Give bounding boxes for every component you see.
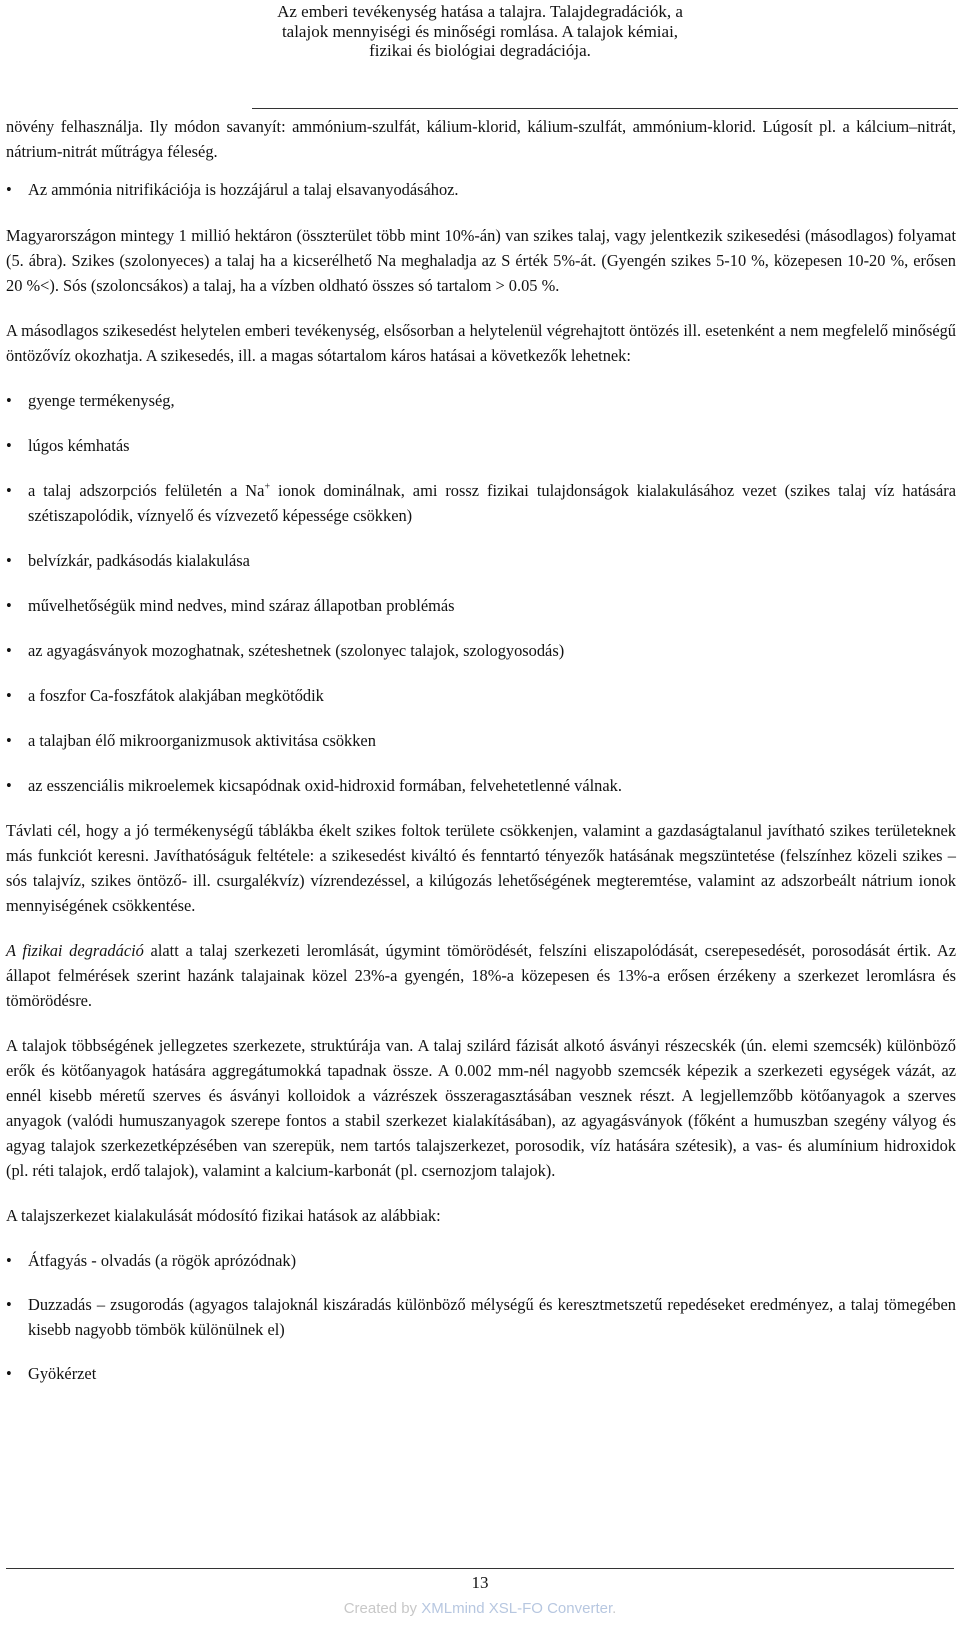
salinity-paragraph: Magyarországon mintegy 1 millió hektáron (összterület több mint 10%-án) van szikes talaj, vagy jelentkezik szikesedési (másodlagos) folyamat (5. ábra). Szikes (szolonyeces) a talaj ha a kicserélhető Na meghaladja az S érték 5%-át. (Gyengén szikes 5-10 %, közepesen 10-20 %, erősen 20 %<). Sós (szoloncsákos) a talaj, ha a vízben oldható összes só tartalom > 0.05 %.	[6, 226, 956, 295]
page-body	[6, 114, 956, 1386]
bullet-glyph: •	[6, 551, 12, 570]
footer-divider	[6, 1568, 954, 1569]
list-item-freeze-thaw	[6, 1248, 956, 1273]
list-item-text: Átfagyás - olvadás (a rögök aprózódnak)	[28, 1251, 297, 1270]
bullet-glyph: •	[6, 641, 12, 660]
list-item-root-system	[6, 1361, 956, 1386]
sodium-superscript: +	[264, 481, 271, 493]
physical-degradation-text: alatt a talaj szerkezeti leromlását, úgymint tömörödését, felszíni eliszapolódását, cserepesedését, porosodását értik. Az állapot felmérések szerint hazánk talajainak közel 23%-a gyengén, 18%-a közepesen és 13%-a erősen érzékeny a szerkezet leromlásra és tömörödésre.	[6, 941, 956, 1010]
bullet-glyph: •	[6, 596, 12, 615]
list-item-text: Duzzadás – zsugorodás (agyagos talajoknál kiszáradás különböző mélységű és keresztmetszetű repedéseket eredményez, a talaj tömegében kisebb nagyobb tömbök különülnek el)	[28, 1295, 956, 1339]
watermark-suffix: .	[612, 1600, 617, 1617]
list-item-text: művelhetőségük mind nedves, mind száraz állapotban problémás	[28, 596, 455, 615]
bullet-glyph: •	[6, 436, 12, 455]
list-item-text: az agyagásványok mozoghatnak, széteshetnek (szolonyec talajok, szologyosodás)	[28, 641, 565, 660]
soil-structure-paragraph: A talajok többségének jellegzetes szerkezete, struktúrája van. A talaj szilárd fázisát alkotó ásványi részecskék (ún. elemi szemcsék) különböző erők és kötőanyagok hatására aggregátumokká tapadnak össze. A 0.002 mm-nél nagyobb szemcsék képezik a szerkezeti egységek vázát, az ennél kisebb méretű szerves és ásványi kolloidok a vázrészek összeragasztásában vesznek részt. A legjellemzőbb kötőanyagok a szerves anyagok (valódi humuszanyagok szerepe fontos a stabil szerkezet kialakításában), az agyagásványok (főként a humuszban szegény vályog és agyag talajok szerkezetképzésében van szerepük, nem tartós talajszerkezet, porosodik, víz hatására szétesik), a vas- és alumínium hidroxidok (pl. réti talajok, erdő talajok), valamint a kalcium-karbonát (pl. csernozjom talajok).	[6, 1036, 956, 1180]
converter-watermark	[0, 1600, 960, 1617]
list-item-phosphorus	[6, 683, 956, 708]
long-term-goal-paragraph: Távlati cél, hogy a jó termékenységű táblákba ékelt szikes foltok területe csökkenjen, valamint a gazdaságtalanul javítható szikes területeknek más funkciót keresni. Javíthatóságuk feltétele: a szikesedést kiváltó és fenntartó tényezők hatásának megszüntetése (felszínhez közeli szikes – sós talajvíz, szikes öntöző- ill. csurgalékvíz) vízrendezéssel, a kilúgozás lehetőségének megteremtése, valamint az adszorbeált nátrium ionok mennyiségének csökkentése.	[6, 821, 956, 915]
list-item-text: Az ammónia nitrifikációja is hozzájárul a talaj elsavanyodásához.	[28, 180, 459, 199]
bullet-glyph: •	[6, 1251, 12, 1270]
bullet-glyph: •	[6, 481, 12, 500]
list-item-cultivability	[6, 593, 956, 618]
bullet-glyph: •	[6, 776, 12, 795]
bullet-glyph: •	[6, 686, 12, 705]
physical-degradation-term: A fizikai degradáció	[6, 941, 144, 960]
physical-degradation-paragraph	[6, 938, 956, 1013]
list-item-ammonia	[6, 177, 956, 202]
bullet-glyph: •	[6, 391, 12, 410]
bullet-glyph: •	[6, 1364, 12, 1383]
list-item-swell-shrink	[6, 1292, 956, 1342]
list-item-microorganisms	[6, 728, 956, 753]
watermark-prefix: Created by	[343, 1600, 422, 1617]
watermark-link[interactable]: XMLmind XSL-FO Converter	[421, 1600, 613, 1617]
list-item-alkaline	[6, 433, 956, 458]
list-item-text: Gyökérzet	[28, 1364, 97, 1383]
list-item-text: az esszenciális mikroelemek kicsapódnak oxid-hidroxid formában, felvehetetlenné válnak.	[28, 776, 622, 795]
sodium-text-before: a talaj adszorpciós felületén a Na	[28, 481, 265, 500]
list-item-text	[28, 481, 956, 525]
bullet-glyph: •	[6, 180, 12, 199]
list-item-text: a talajban élő mikroorganizmusok aktivitása csökken	[28, 731, 376, 750]
physical-factors-intro: A talajszerkezet kialakulását módosító fizikai hatások az alábbiak:	[6, 1206, 441, 1225]
bullet-glyph: •	[6, 1295, 12, 1314]
intro-continuation-paragraph: növény felhasználja. Ily módon savanyít: ammónium-szulfát, kálium-klorid, kálium-szulfát, ammónium-klorid. Lúgosít pl. a kálcium–nitrát, nátrium-nitrát műtrágya féleség.	[6, 117, 956, 161]
list-item-text: belvízkár, padkásodás kialakulása	[28, 551, 250, 570]
list-item-text: lúgos kémhatás	[28, 436, 130, 455]
list-item-sodium-ions	[6, 478, 956, 528]
sodium-text-after: ionok dominálnak, ami rossz fizikai tulajdonságok kialakulásához vezet (szikes talaj víz hatására szétiszapolódik, víznyelő és vízvezető képessége csökken)	[28, 481, 956, 525]
list-item-text: gyenge termékenység,	[28, 391, 175, 410]
list-item-microelements	[6, 773, 956, 798]
list-item-text: a foszfor Ca-foszfátok alakjában megkötődik	[28, 686, 324, 705]
secondary-salinization-paragraph: A másodlagos szikesedést helytelen emberi tevékenység, elsősorban a helytelenül végrehajtott öntözés ill. esetenként a nem megfelelő minőségű öntözővíz okozhatja. A szikesedés, ill. a magas sótartalom káros hatásai a következők lehetnek:	[6, 321, 956, 365]
list-item-inland-water	[6, 548, 956, 573]
bullet-glyph: •	[6, 731, 12, 750]
list-item-clay-minerals	[6, 638, 956, 663]
header-divider	[252, 108, 958, 109]
running-header-title: Az emberi tevékenység hatása a talajra. Talajdegradációk, a talajok mennyiségi és minőségi romlása. A talajok kémiai, fizikai és biológiai degradációja.	[277, 2, 683, 60]
list-item-fertility	[6, 388, 956, 413]
page-number: 13	[471, 1573, 489, 1592]
